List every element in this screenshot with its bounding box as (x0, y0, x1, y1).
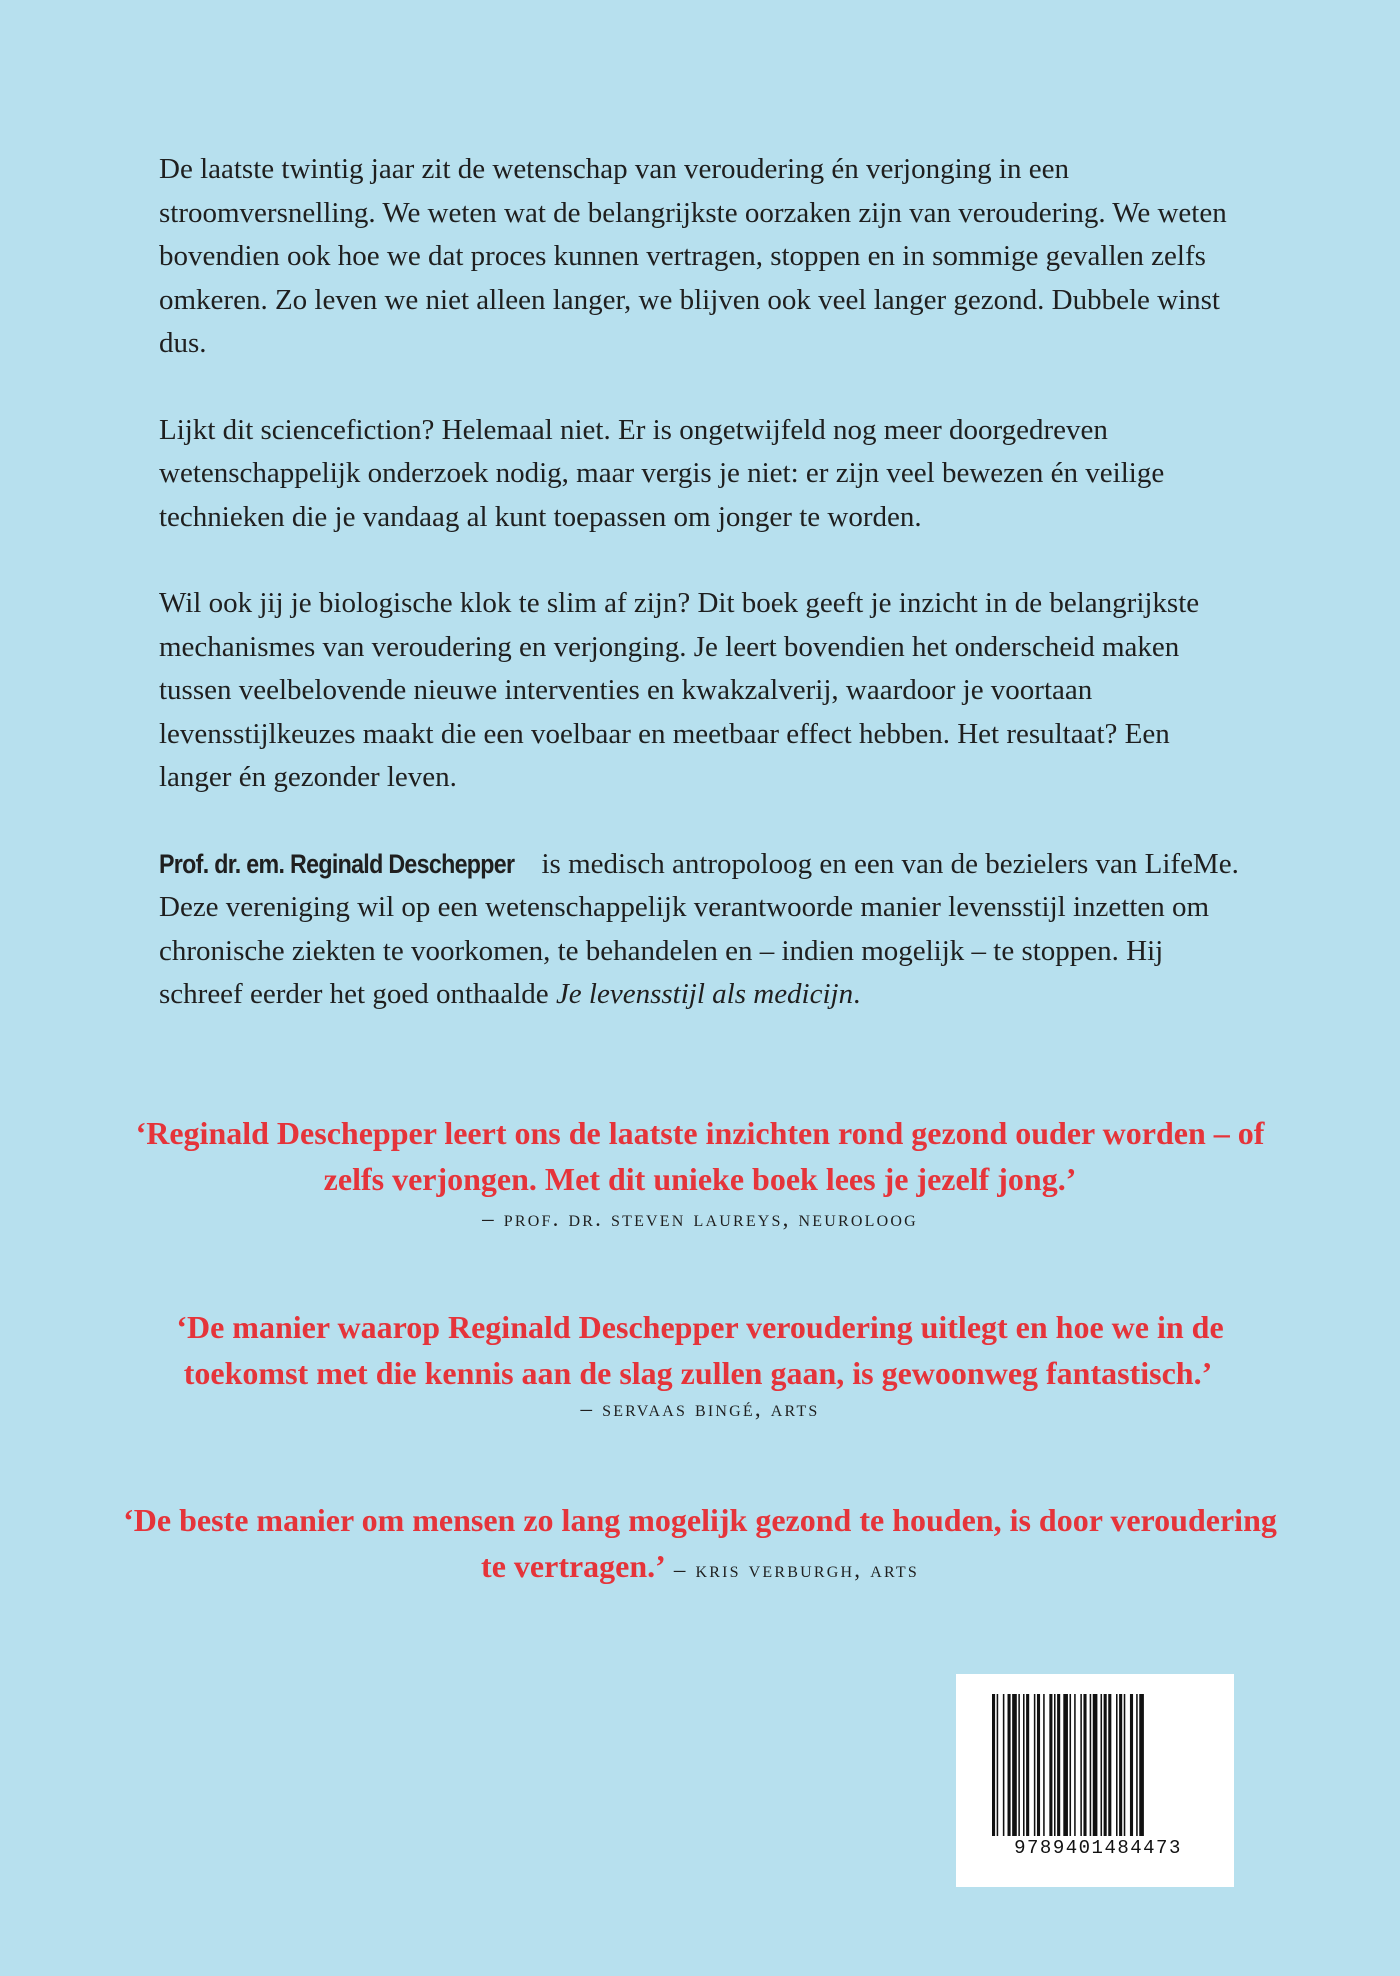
barcode-bar (997, 1694, 999, 1836)
barcode-bar (1018, 1694, 1020, 1836)
barcode-bar (1090, 1694, 1092, 1836)
barcode-bar (1043, 1694, 1045, 1836)
barcode-bar (1026, 1694, 1029, 1836)
quote-2 (120, 1304, 1280, 1422)
barcode-bar (1054, 1694, 1056, 1836)
barcode (956, 1674, 1234, 1887)
blurb-paragraph-3: Wil ook jij je biologische klok te slim af zijn? Dit boek geeft je inzicht in de belangrijkste mechanismes van veroudering en verjonging. Je leert bovendien het onderscheid maken tussen veelbelovende nieuwe interventies en kwakzalverij, waardoor je voortaan levensstijlkeuzes maakt die een voelbaar en meetbaar effect hebben. Het resultaat? Een langer én gezonder leven. (159, 587, 1200, 793)
blurb-paragraph-1: De laatste twintig jaar zit de wetenschap van veroudering én verjonging in een stroomversnelling. We weten wat de belangrijkste oorzaken zijn van veroudering. We weten bovendien ook hoe we dat proces kunnen vertragen, stoppen en in sommige gevallen zelfs omkeren. Zo leven we niet alleen langer, we blijven ook veel langer gezond. Dubbele winst dus. (159, 153, 1227, 359)
barcode-bar (1012, 1694, 1017, 1836)
barcode-bar (1037, 1694, 1040, 1836)
barcode-bar (1049, 1694, 1052, 1836)
barcode-bar (1083, 1694, 1086, 1836)
barcode-bar (1080, 1694, 1082, 1836)
previous-book-title: Je levensstijl als medicijn (555, 978, 854, 1010)
barcode-bar (1093, 1694, 1098, 1836)
barcode-bar (1116, 1694, 1118, 1836)
barcode-bar (992, 1694, 995, 1836)
isbn-number: 9789401484473 (1014, 1837, 1182, 1859)
author-bio-end: . (853, 978, 861, 1010)
quote-3-text: ‘De beste manier om mensen zo lang mogelijk gezond te houden, is door veroudering te vertragen.’ (123, 1502, 1277, 1584)
barcode-bar (1057, 1694, 1060, 1836)
barcode-bar (1136, 1694, 1138, 1836)
barcode-bar (1034, 1694, 1036, 1836)
barcode-bar (1003, 1694, 1005, 1836)
barcode-bar (1063, 1694, 1068, 1836)
quote-1 (120, 1110, 1280, 1236)
blurb-paragraph-2: Lijkt dit sciencefiction? Helemaal niet. Er is ongetwijfeld nog meer doorgedreven wetenschappelijk onderzoek nodig, maar vergis je niet: er zijn veel bewezen én veilige technieken die je vandaag al kunt toepassen om jonger te worden. (159, 413, 1165, 533)
barcode-bar (1008, 1694, 1011, 1836)
quote-1-text: ‘Reginald Deschepper leert ons de laatste inzichten rond gezond ouder worden – of zelfs verjongen. Met dit unieke boek lees je jezelf jong.’ (135, 1115, 1265, 1197)
blurb (159, 148, 1249, 1060)
quote-2-text: ‘De manier waarop Reginald Deschepper veroudering uitlegt en hoe we in de toekomst met die kennis aan de slag zullen gaan, is gewoonweg fantastisch.’ (176, 1309, 1224, 1391)
barcode-bar (1070, 1694, 1072, 1836)
barcode-bar (1130, 1694, 1133, 1836)
barcode-bar (1108, 1694, 1111, 1836)
quote-1-attribution: – prof. dr. steven laureys, neuroloog (482, 1206, 918, 1231)
barcode-bar (1139, 1694, 1144, 1836)
barcode-bar (1074, 1694, 1076, 1836)
author-bio (159, 843, 1249, 1017)
barcode-bar (1101, 1694, 1103, 1836)
barcode-bar (1124, 1694, 1126, 1836)
author-name: Prof. dr. em. Reginald Deschepper (159, 848, 515, 879)
barcode-bar (1023, 1694, 1025, 1836)
quote-2-attribution: – servaas bingé, arts (580, 1396, 820, 1421)
barcode-bar (1104, 1694, 1107, 1836)
quote-3 (120, 1497, 1280, 1589)
author-bio-text: is medisch antropoloog en een van de bezielers van LifeMe. Deze vereniging wil op een wetenschappelijk verantwoorde manier levensstijl inzetten om chronische ziekten te voorkomen, te behandelen en – indien mogelijk – te stoppen. Hij schreef eerder het goed onthaalde (159, 847, 1239, 1010)
barcode-bar (1119, 1694, 1122, 1836)
quote-3-attribution: – kris verburgh, arts (673, 1557, 919, 1582)
